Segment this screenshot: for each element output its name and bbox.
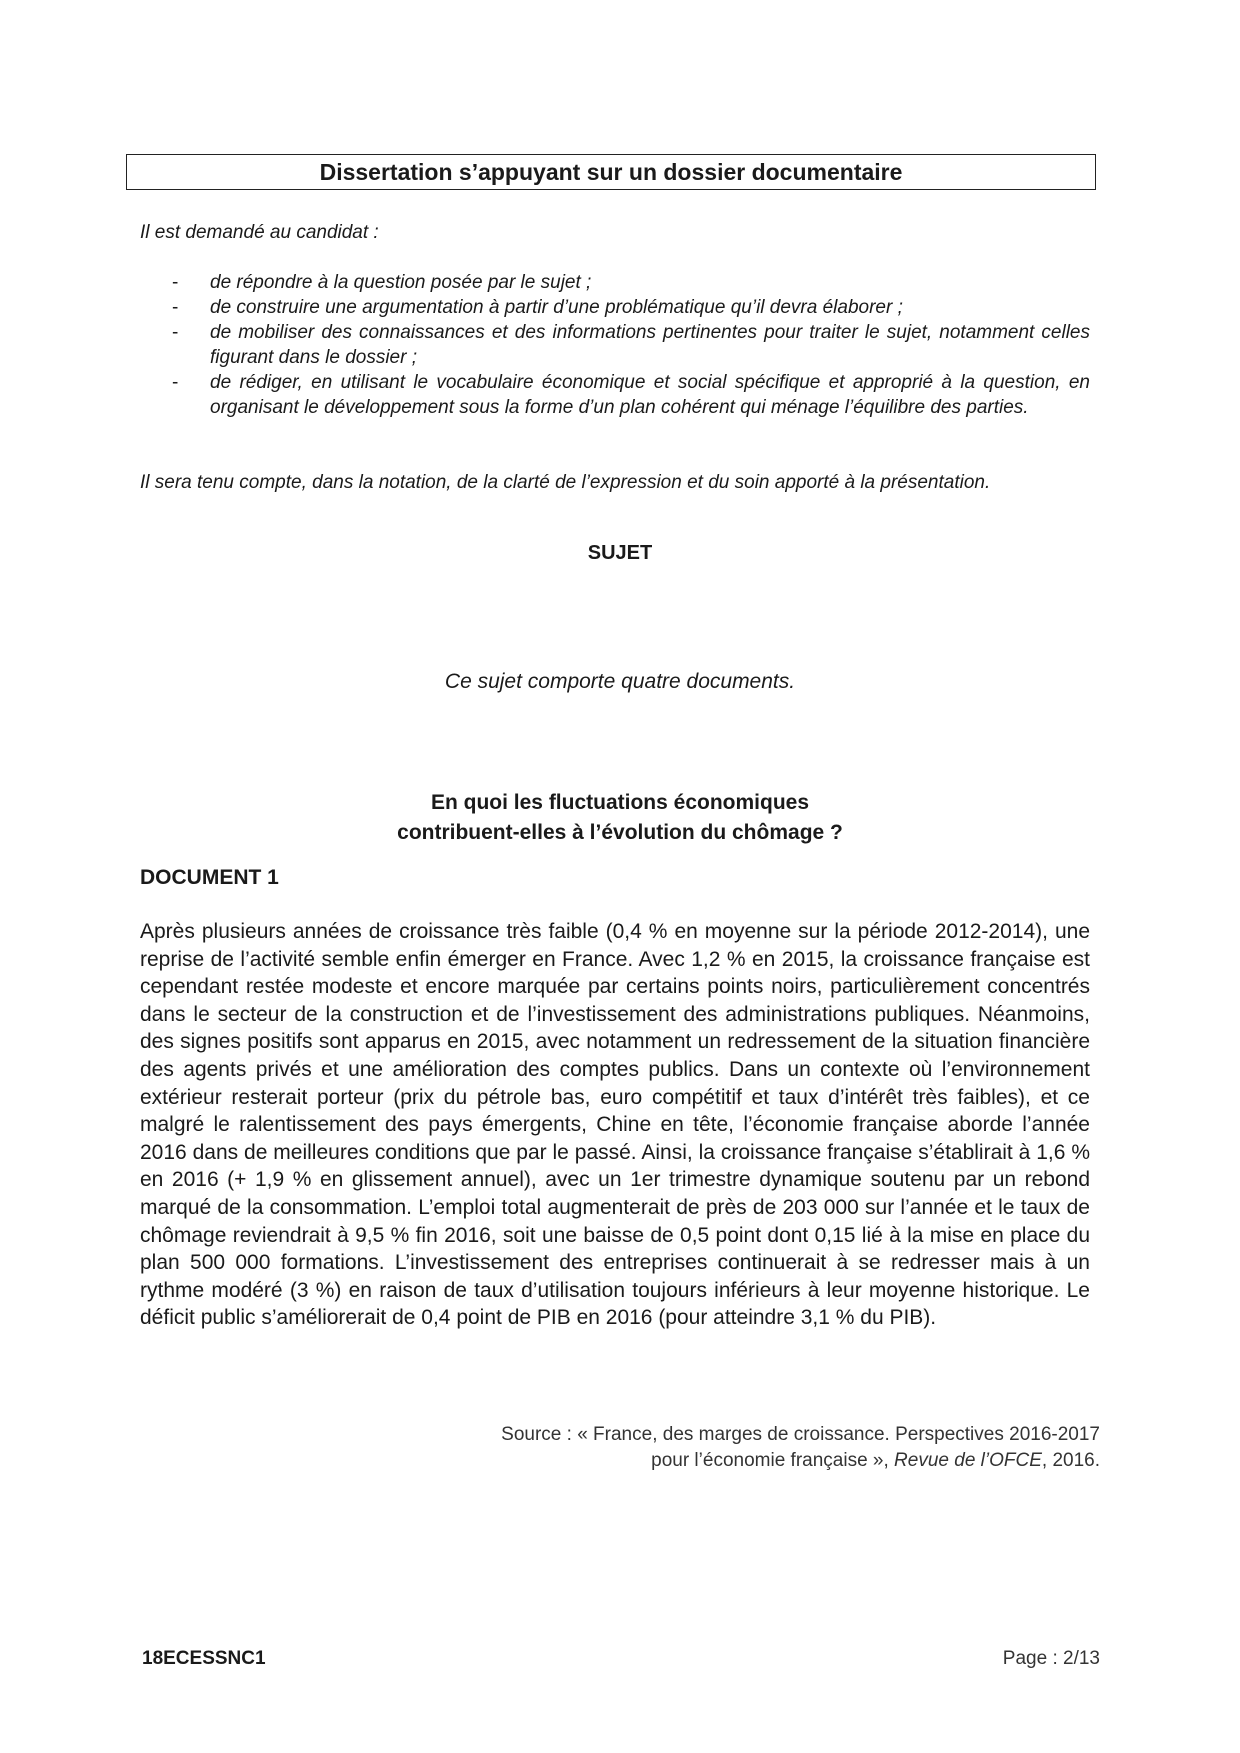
source-line-2 xyxy=(501,1448,1100,1474)
list-item: - de rédiger, en utilisant le vocabulaire économique et social spécifique et approprié à la question, en organisant le développement sous la forme d’un plan cohérent qui ménage l’équilibre des parties. xyxy=(140,370,1090,420)
source-journal: Revue de l’OFCE xyxy=(894,1450,1042,1471)
document-source xyxy=(501,1422,1100,1474)
document-count: Ce sujet comporte quatre documents. xyxy=(444,670,796,693)
subject-heading: SUJET xyxy=(587,542,653,564)
document-label: DOCUMENT 1 xyxy=(140,866,279,889)
grading-note: Il sera tenu compte, dans la notation, de la clarté de l’expression et du soin apporté à la présentation. xyxy=(140,472,991,493)
subject-question xyxy=(0,788,1240,848)
list-item: - de construire une argumentation à partir d’une problématique qu’il devra élaborer ; xyxy=(140,295,1090,320)
question-line-1: En quoi les fluctuations économiques xyxy=(430,791,810,814)
section-title: Dissertation s’appuyant sur un dossier documentaire xyxy=(126,154,1096,190)
question-line-2: contribuent-elles à l’évolution du chômage ? xyxy=(397,821,843,844)
source-year: , 2016. xyxy=(1041,1450,1100,1471)
page-number: Page : 2/13 xyxy=(1002,1648,1100,1669)
document-text: Après plusieurs années de croissance très faible (0,4 % en moyenne sur la période 2012-2014), une reprise de l’activité semble enfin émerger en France. Avec 1,2 % en 2015, la croissance française est cependant restée modeste et encore marquée par certains points noirs, particulièrement concentrés dans le secteur de la construction et de l’investissement des administrations publiques. Néanmoins, des signes positifs sont apparus en 2015, avec notamment un redressement de la situation financière des agents privés et une amélioration des comptes publics. Dans un contexte où l’environnement extérieur resterait porteur (prix du pétrole bas, euro compétitif et taux d’intérêt très faibles), et ce malgré le ralentissement des pays émergents, Chine en tête, l’économie française aborde l’année 2016 dans de meilleures conditions que par le passé. Ainsi, la croissance française s’établirait à 1,6 % en 2016 (+ 1,9 % en glissement annuel), avec un 1er trimestre dynamique soutenu par un rebond marqué de la consommation. L’emploi total augmenterait de près de 203 000 sur l’année et le taux de chômage reviendrait à 9,5 % fin 2016, soit une baisse de 0,5 point dont 0,15 lié à la mise en place du plan 500 000 formations. L’investissement des entreprises continuerait à se redresser mais à un rythme modéré (3 %) en raison de taux d’utilisation toujours inférieurs à leur moyenne historique. Le déficit public s’améliorerait de 0,4 point de PIB en 2016 (pour atteindre 3,1 % du PIB). xyxy=(140,920,1090,1330)
list-item: - de mobiliser des connaissances et des informations pertinentes pour traiter le sujet, notamment celles figurant dans le dossier ; xyxy=(140,320,1090,370)
exam-code: 18ECESSNC1 xyxy=(142,1648,266,1669)
list-item: - de répondre à la question posée par le sujet ; xyxy=(140,270,1090,295)
instructions-intro: Il est demandé au candidat : xyxy=(140,222,379,243)
source-line-1: Source : « France, des marges de croissance. Perspectives 2016-2017 xyxy=(501,1424,1100,1445)
requirements-list xyxy=(140,270,1090,420)
source-text: pour l’économie française », xyxy=(651,1450,889,1471)
